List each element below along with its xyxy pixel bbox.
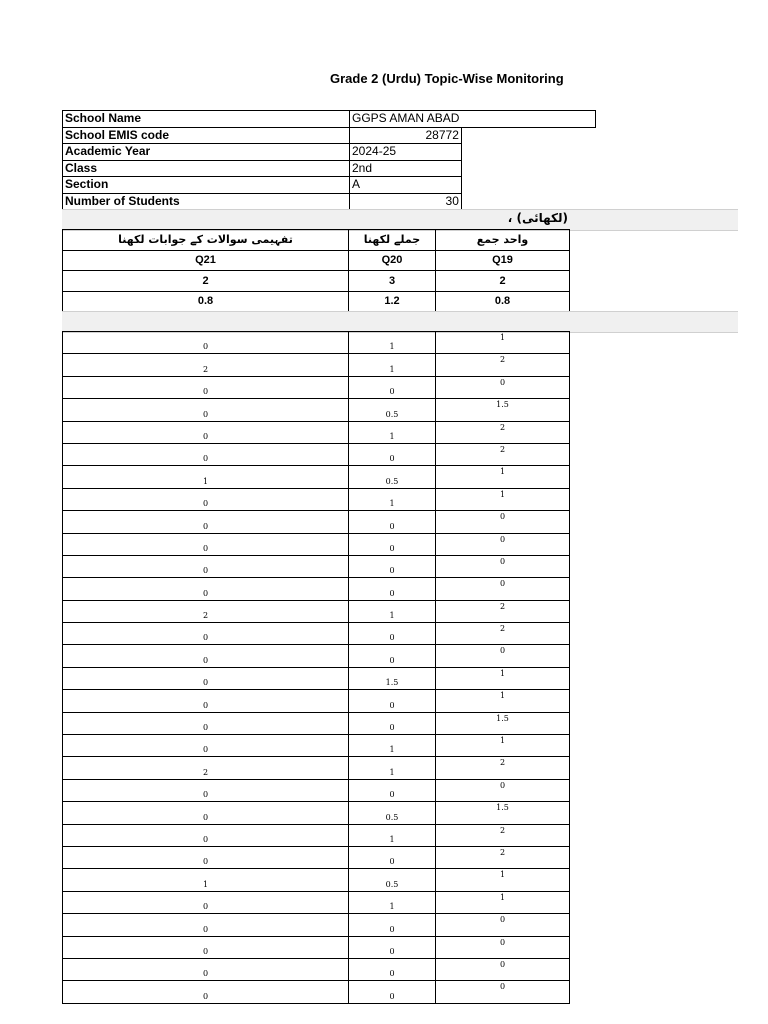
separator-band bbox=[62, 311, 738, 333]
school-name-extension bbox=[461, 111, 596, 128]
student-row bbox=[63, 735, 570, 757]
score-q21: 0 bbox=[63, 712, 349, 734]
score-q20: 0 bbox=[349, 779, 436, 801]
topic-q19: واحد جمع bbox=[436, 230, 570, 251]
school-name-label: School Name bbox=[63, 111, 350, 128]
student-scores-body bbox=[63, 332, 570, 1004]
academic-year-row bbox=[63, 144, 596, 161]
topic-q20: جملے لکھنا bbox=[349, 230, 436, 251]
score-q19: 1 bbox=[436, 891, 570, 913]
section-row bbox=[63, 177, 596, 194]
score-q21: 1 bbox=[63, 869, 349, 891]
academic-year-value: 2024-25 bbox=[350, 144, 462, 161]
score-q20: 1 bbox=[349, 600, 436, 622]
student-row bbox=[63, 443, 570, 465]
student-row bbox=[63, 623, 570, 645]
score-q21: 0 bbox=[63, 443, 349, 465]
score-q20: 1 bbox=[349, 757, 436, 779]
student-row bbox=[63, 332, 570, 354]
students-label: Number of Students bbox=[63, 193, 350, 210]
score-q21: 0 bbox=[63, 958, 349, 980]
score-q21: 0 bbox=[63, 802, 349, 824]
score-q19: 2 bbox=[436, 757, 570, 779]
score-q20: 1 bbox=[349, 891, 436, 913]
score-q20: 1.5 bbox=[349, 667, 436, 689]
student-row bbox=[63, 399, 570, 421]
score-q19: 0 bbox=[436, 645, 570, 667]
academic-year-label: Academic Year bbox=[63, 144, 350, 161]
score-q21: 0 bbox=[63, 421, 349, 443]
score-q19: 2 bbox=[436, 824, 570, 846]
score-q19: 0 bbox=[436, 779, 570, 801]
score-q21: 0 bbox=[63, 981, 349, 1003]
topic-row bbox=[63, 230, 570, 251]
student-row bbox=[63, 914, 570, 936]
score-q19: 1 bbox=[436, 869, 570, 891]
student-scores-table bbox=[62, 331, 570, 1004]
score-q20: 0 bbox=[349, 936, 436, 958]
question-q21: Q21 bbox=[63, 250, 349, 271]
score-q20: 0.5 bbox=[349, 802, 436, 824]
score-q21: 0 bbox=[63, 623, 349, 645]
score-q20: 0 bbox=[349, 511, 436, 533]
score-q21: 0 bbox=[63, 645, 349, 667]
class-row bbox=[63, 160, 596, 177]
score-q21: 0 bbox=[63, 667, 349, 689]
score-q20: 1 bbox=[349, 421, 436, 443]
score-q21: 0 bbox=[63, 555, 349, 577]
student-row bbox=[63, 376, 570, 398]
score-q21: 0 bbox=[63, 511, 349, 533]
class-label: Class bbox=[63, 160, 350, 177]
score-q19: 1 bbox=[436, 735, 570, 757]
student-row bbox=[63, 757, 570, 779]
score-q19: 1 bbox=[436, 488, 570, 510]
expected-q19: 0.8 bbox=[436, 291, 570, 312]
page-title: Grade 2 (Urdu) Topic-Wise Monitoring bbox=[330, 71, 564, 86]
section-heading: (لکھائی) ، bbox=[507, 211, 568, 225]
score-q20: 0.5 bbox=[349, 399, 436, 421]
score-q19: 0 bbox=[436, 578, 570, 600]
score-q19: 1.5 bbox=[436, 802, 570, 824]
score-q21: 0 bbox=[63, 376, 349, 398]
score-q19: 1 bbox=[436, 332, 570, 354]
score-q21: 0 bbox=[63, 891, 349, 913]
school-name-row bbox=[63, 111, 596, 128]
score-q19: 0 bbox=[436, 376, 570, 398]
student-row bbox=[63, 958, 570, 980]
expected-row bbox=[63, 291, 570, 312]
score-q19: 2 bbox=[436, 354, 570, 376]
question-header-table bbox=[62, 229, 570, 312]
student-row bbox=[63, 578, 570, 600]
score-q20: 0 bbox=[349, 690, 436, 712]
score-q21: 0 bbox=[63, 846, 349, 868]
score-q20: 0 bbox=[349, 376, 436, 398]
question-row bbox=[63, 250, 570, 271]
score-q19: 1.5 bbox=[436, 712, 570, 734]
student-row bbox=[63, 891, 570, 913]
score-q19: 0 bbox=[436, 914, 570, 936]
score-q21: 0 bbox=[63, 914, 349, 936]
score-q19: 0 bbox=[436, 936, 570, 958]
score-q21: 2 bbox=[63, 757, 349, 779]
emis-row bbox=[63, 127, 596, 144]
student-row bbox=[63, 846, 570, 868]
student-row bbox=[63, 802, 570, 824]
score-q21: 2 bbox=[63, 600, 349, 622]
student-row bbox=[63, 869, 570, 891]
score-q21: 0 bbox=[63, 578, 349, 600]
question-q19: Q19 bbox=[436, 250, 570, 271]
score-q19: 0 bbox=[436, 511, 570, 533]
score-q20: 0 bbox=[349, 958, 436, 980]
score-q20: 0 bbox=[349, 846, 436, 868]
score-q21: 0 bbox=[63, 399, 349, 421]
score-q21: 0 bbox=[63, 735, 349, 757]
expected-q21: 0.8 bbox=[63, 291, 349, 312]
student-row bbox=[63, 779, 570, 801]
question-q20: Q20 bbox=[349, 250, 436, 271]
score-q19: 2 bbox=[436, 846, 570, 868]
score-q19: 0 bbox=[436, 958, 570, 980]
score-q19: 2 bbox=[436, 600, 570, 622]
score-q19: 0 bbox=[436, 533, 570, 555]
score-q20: 0 bbox=[349, 555, 436, 577]
score-q20: 0 bbox=[349, 533, 436, 555]
student-row bbox=[63, 645, 570, 667]
student-row bbox=[63, 936, 570, 958]
student-row bbox=[63, 511, 570, 533]
expected-q20: 1.2 bbox=[349, 291, 436, 312]
student-row bbox=[63, 712, 570, 734]
student-row bbox=[63, 354, 570, 376]
score-q21: 0 bbox=[63, 936, 349, 958]
student-row bbox=[63, 488, 570, 510]
student-row bbox=[63, 533, 570, 555]
score-q20: 0 bbox=[349, 443, 436, 465]
student-row bbox=[63, 421, 570, 443]
max-marks-q19: 2 bbox=[436, 271, 570, 292]
score-q21: 0 bbox=[63, 779, 349, 801]
score-q19: 1.5 bbox=[436, 399, 570, 421]
score-q20: 0.5 bbox=[349, 869, 436, 891]
score-q20: 0 bbox=[349, 712, 436, 734]
score-q19: 0 bbox=[436, 981, 570, 1003]
score-q19: 1 bbox=[436, 667, 570, 689]
max-marks-q21: 2 bbox=[63, 271, 349, 292]
score-q20: 1 bbox=[349, 735, 436, 757]
student-row bbox=[63, 981, 570, 1003]
student-row bbox=[63, 555, 570, 577]
max-marks-q20: 3 bbox=[349, 271, 436, 292]
student-row bbox=[63, 824, 570, 846]
score-q20: 0 bbox=[349, 578, 436, 600]
score-q20: 1 bbox=[349, 488, 436, 510]
section-value: A bbox=[350, 177, 462, 194]
score-q21: 2 bbox=[63, 354, 349, 376]
student-row bbox=[63, 690, 570, 712]
section-label: Section bbox=[63, 177, 350, 194]
school-info-table bbox=[62, 110, 596, 210]
emis-value: 28772 bbox=[350, 127, 462, 144]
score-q20: 0 bbox=[349, 645, 436, 667]
students-value: 30 bbox=[350, 193, 462, 210]
student-row bbox=[63, 667, 570, 689]
score-q21: 0 bbox=[63, 690, 349, 712]
score-q20: 1 bbox=[349, 354, 436, 376]
section-heading-band bbox=[62, 209, 738, 231]
score-q21: 0 bbox=[63, 332, 349, 354]
score-q21: 0 bbox=[63, 533, 349, 555]
score-q20: 1 bbox=[349, 824, 436, 846]
score-q20: 1 bbox=[349, 332, 436, 354]
score-q20: 0.5 bbox=[349, 466, 436, 488]
score-q20: 0 bbox=[349, 623, 436, 645]
emis-label: School EMIS code bbox=[63, 127, 350, 144]
student-row bbox=[63, 466, 570, 488]
score-q19: 2 bbox=[436, 623, 570, 645]
score-q20: 0 bbox=[349, 914, 436, 936]
max-marks-row bbox=[63, 271, 570, 292]
score-q19: 1 bbox=[436, 466, 570, 488]
score-q19: 2 bbox=[436, 421, 570, 443]
score-q20: 0 bbox=[349, 981, 436, 1003]
school-name-value: GGPS AMAN ABAD bbox=[350, 111, 462, 128]
score-q21: 0 bbox=[63, 488, 349, 510]
score-q21: 0 bbox=[63, 824, 349, 846]
topic-q21: تفہیمی سوالات کے جوابات لکھنا bbox=[63, 230, 349, 251]
students-row bbox=[63, 193, 596, 210]
score-q19: 2 bbox=[436, 443, 570, 465]
score-q19: 0 bbox=[436, 555, 570, 577]
score-q21: 1 bbox=[63, 466, 349, 488]
score-q19: 1 bbox=[436, 690, 570, 712]
student-row bbox=[63, 600, 570, 622]
class-value: 2nd bbox=[350, 160, 462, 177]
